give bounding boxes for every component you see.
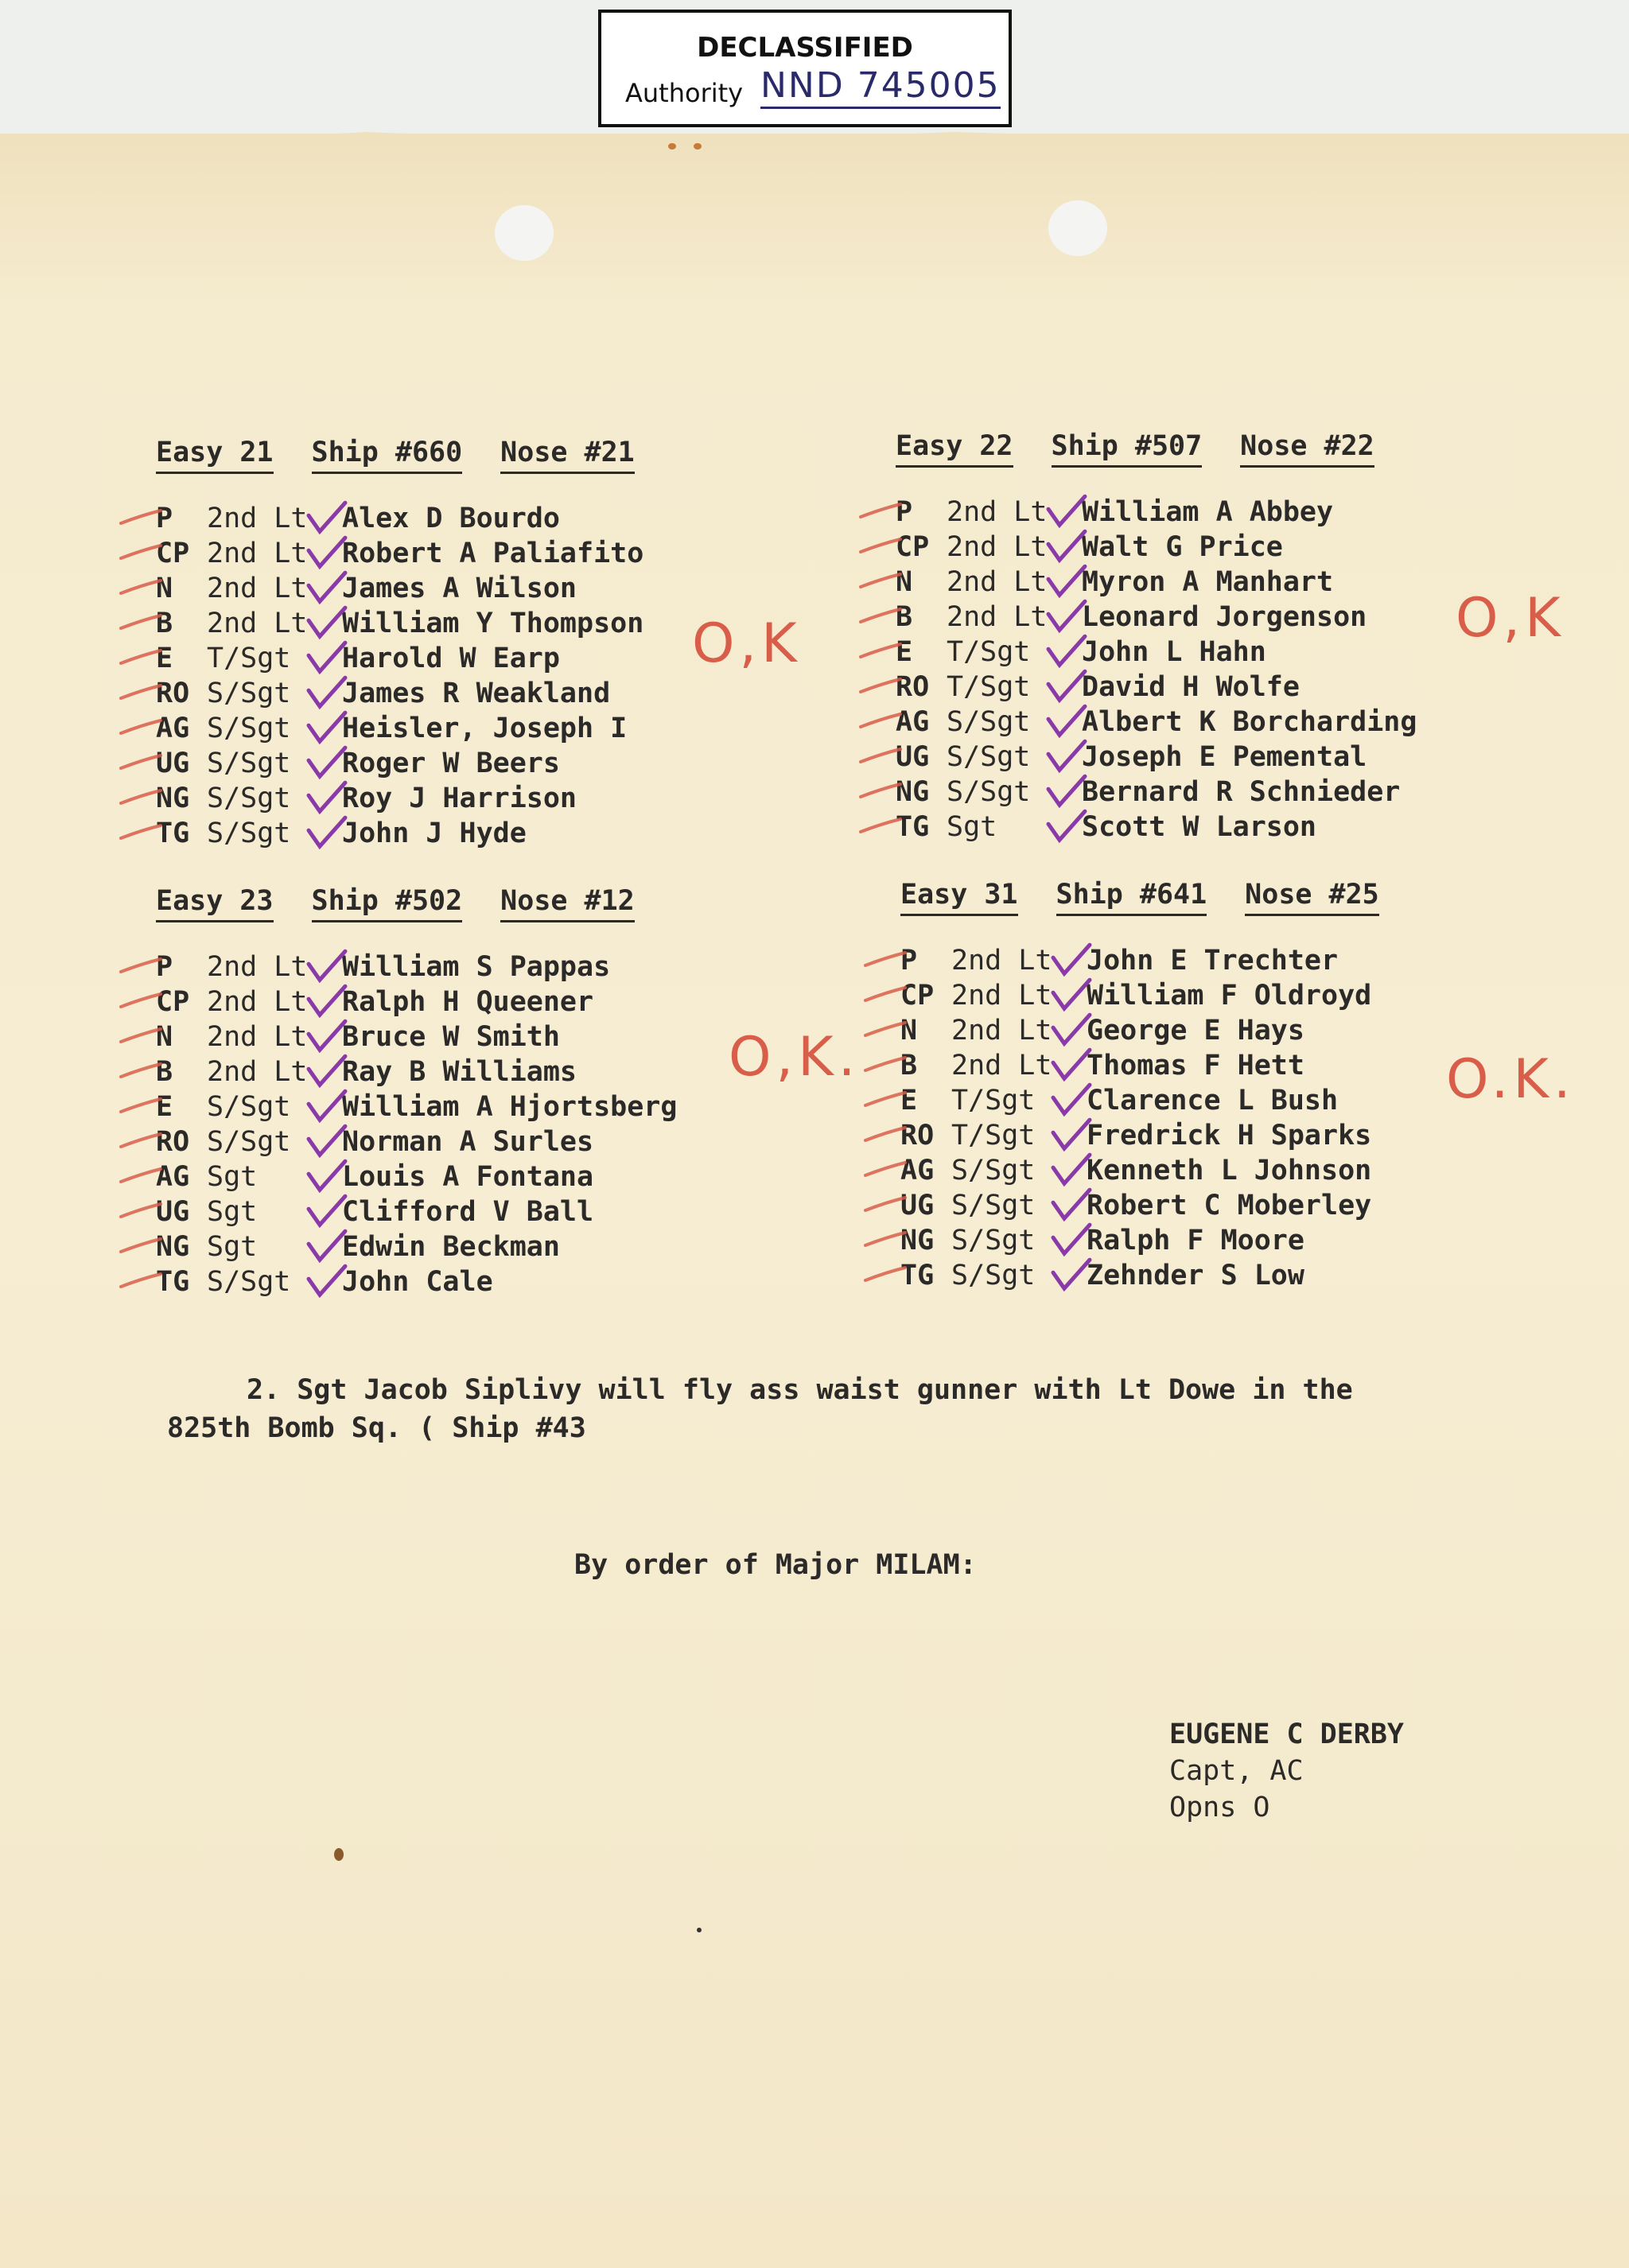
crew-position: N	[900, 1015, 918, 1047]
crew-name: Louis A Fontana	[342, 1161, 594, 1193]
crew-row	[900, 978, 1379, 1013]
order-line: By order of Major MILAM:	[574, 1549, 977, 1581]
crew-name: John L Hahn	[1082, 636, 1266, 668]
crew-name: Fredrick H Sparks	[1087, 1120, 1372, 1151]
crew-position: CP	[900, 980, 935, 1012]
crew-list	[156, 501, 643, 851]
crew-position: AG	[156, 1161, 190, 1193]
crew-rank: Sgt	[207, 1161, 258, 1193]
crew-row	[156, 1019, 677, 1054]
crew-rank: S/Sgt	[947, 741, 1031, 773]
flight-header	[900, 878, 1379, 916]
crew-name: Myron A Manhart	[1082, 566, 1334, 598]
crew-row	[896, 705, 1417, 740]
crew-rank: 2nd Lt	[207, 608, 308, 639]
flight-easy-31	[900, 878, 1379, 1293]
crew-rank: S/Sgt	[951, 1225, 1036, 1256]
flight-nose-label: Nose #21	[500, 436, 635, 474]
crew-name: Norman A Surles	[342, 1126, 594, 1158]
paper-speck	[668, 143, 676, 150]
crew-rank: S/Sgt	[207, 1266, 291, 1298]
crew-rank: Sgt	[207, 1196, 258, 1228]
crew-name: William F Oldroyd	[1087, 980, 1372, 1012]
ok-annotation-flight-2: O,K	[1456, 587, 1565, 650]
crew-name: George E Hays	[1087, 1015, 1304, 1047]
crew-name: Albert K Borcharding	[1082, 706, 1417, 738]
crew-position: TG	[900, 1260, 935, 1291]
crew-row	[900, 1223, 1379, 1258]
crew-position: E	[896, 636, 913, 668]
crew-name: William Y Thompson	[342, 608, 644, 639]
crew-row	[156, 1264, 677, 1299]
crew-row	[900, 1258, 1379, 1293]
crew-row	[900, 943, 1379, 978]
crew-position: N	[156, 573, 173, 604]
crew-name: Scott W Larson	[1082, 811, 1317, 843]
crew-position: TG	[896, 811, 930, 843]
crew-position: AG	[900, 1155, 935, 1186]
crew-name: William S Pappas	[342, 951, 611, 983]
crew-row	[900, 1153, 1379, 1188]
crew-row	[896, 495, 1417, 530]
crew-position: NG	[896, 776, 930, 808]
crew-row	[900, 1083, 1379, 1118]
signature-title: Opns O	[1169, 1792, 1270, 1823]
crew-row	[156, 536, 643, 571]
crew-position: AG	[156, 713, 190, 744]
crew-position: N	[156, 1021, 173, 1053]
crew-name: William A Hjortsberg	[342, 1091, 678, 1123]
crew-name: Joseph E Pemental	[1082, 741, 1367, 773]
crew-row	[896, 635, 1417, 670]
crew-rank: S/Sgt	[207, 678, 291, 709]
crew-name: David H Wolfe	[1082, 671, 1300, 703]
crew-row	[156, 950, 677, 984]
crew-position: P	[896, 496, 913, 528]
crew-row	[156, 1229, 677, 1264]
crew-position: P	[900, 945, 918, 977]
crew-name: Bruce W Smith	[342, 1021, 560, 1053]
ok-annotation-flight-4: O.K.	[1446, 1048, 1576, 1111]
crew-rank: 2nd Lt	[947, 566, 1048, 598]
crew-position: UG	[156, 1196, 190, 1228]
crew-row	[900, 1048, 1379, 1083]
crew-name: Heisler, Joseph I	[342, 713, 628, 744]
crew-name: William A Abbey	[1082, 496, 1334, 528]
crew-name: Roy J Harrison	[342, 783, 577, 814]
crew-name: Edwin Beckman	[342, 1231, 560, 1263]
crew-row	[900, 1188, 1379, 1223]
crew-name: Walt G Price	[1082, 531, 1283, 563]
punch-hole-right	[1048, 200, 1107, 256]
flight-header	[156, 436, 643, 474]
flight-easy-23	[156, 884, 677, 1299]
crew-row	[156, 984, 677, 1019]
paper-speck	[694, 143, 702, 150]
crew-name: Bernard R Schnieder	[1082, 776, 1401, 808]
crew-row	[156, 711, 643, 746]
crew-position: CP	[896, 531, 930, 563]
crew-position: TG	[156, 817, 190, 849]
crew-rank: 2nd Lt	[207, 986, 308, 1018]
crew-position: E	[156, 643, 173, 674]
crew-position: N	[896, 566, 913, 598]
crew-position: NG	[156, 1231, 190, 1263]
crew-rank: T/Sgt	[947, 636, 1031, 668]
stamp-authority-value: NND 745005	[760, 65, 1001, 109]
flight-nose-label: Nose #12	[500, 884, 635, 922]
torn-paper-edge	[0, 127, 1629, 146]
crew-row	[156, 501, 643, 536]
crew-rank: S/Sgt	[207, 817, 291, 849]
crew-row	[896, 740, 1417, 775]
crew-position: B	[896, 601, 913, 633]
crew-row	[156, 606, 643, 641]
crew-row	[156, 1089, 677, 1124]
ok-annotation-flight-3: O,K.	[729, 1026, 861, 1089]
signature-rank: Capt, AC	[1169, 1755, 1304, 1787]
crew-position: E	[156, 1091, 173, 1123]
crew-name: Ralph H Queener	[342, 986, 594, 1018]
flight-nose-label: Nose #25	[1245, 878, 1379, 916]
crew-name: Thomas F Hett	[1087, 1050, 1304, 1082]
crew-row	[900, 1013, 1379, 1048]
crew-position: UG	[900, 1190, 935, 1221]
crew-list	[900, 943, 1379, 1293]
crew-position: RO	[900, 1120, 935, 1151]
flight-ship-label: Ship #641	[1056, 878, 1207, 916]
crew-rank: S/Sgt	[947, 776, 1031, 808]
crew-row	[896, 530, 1417, 565]
crew-rank: S/Sgt	[207, 748, 291, 779]
crew-rank: 2nd Lt	[207, 951, 308, 983]
crew-rank: 2nd Lt	[947, 531, 1048, 563]
crew-row	[156, 746, 643, 781]
crew-rank: 2nd Lt	[951, 945, 1052, 977]
crew-position: B	[900, 1050, 918, 1082]
paper-speck	[697, 1928, 702, 1932]
crew-rank: T/Sgt	[947, 671, 1031, 703]
crew-rank: S/Sgt	[207, 1091, 291, 1123]
crew-name: Alex D Bourdo	[342, 503, 560, 534]
crew-rank: S/Sgt	[207, 1126, 291, 1158]
crew-position: NG	[900, 1225, 935, 1256]
paper-speck	[334, 1848, 344, 1861]
flight-ship-label: Ship #660	[312, 436, 463, 474]
flight-easy-label: Easy 23	[156, 884, 274, 922]
crew-rank: 2nd Lt	[207, 538, 308, 569]
stamp-title: DECLASSIFIED	[697, 32, 913, 64]
crew-rank: 2nd Lt	[947, 496, 1048, 528]
paragraph-text: Sgt Jacob Siplivy will fly ass waist gunner with Lt Dowe in the 825th Bomb Sq. ( Ship #43	[167, 1374, 1353, 1444]
crew-position: RO	[156, 1126, 190, 1158]
crew-row	[156, 781, 643, 816]
crew-name: Leonard Jorgenson	[1082, 601, 1367, 633]
signature-block	[1169, 1716, 1404, 1826]
crew-rank: T/Sgt	[207, 643, 291, 674]
stamp-authority-label: Authority	[625, 78, 744, 108]
crew-name: Roger W Beers	[342, 748, 560, 779]
crew-position: AG	[896, 706, 930, 738]
crew-rank: S/Sgt	[207, 783, 291, 814]
crew-row	[900, 1118, 1379, 1153]
crew-name: John Cale	[342, 1266, 493, 1298]
crew-position: B	[156, 608, 173, 639]
crew-position: B	[156, 1056, 173, 1088]
crew-rank: 2nd Lt	[951, 1015, 1052, 1047]
crew-name: Clifford V Ball	[342, 1196, 594, 1228]
crew-rank: Sgt	[947, 811, 997, 843]
crew-rank: S/Sgt	[207, 713, 291, 744]
crew-row	[156, 1194, 677, 1229]
crew-position: UG	[156, 748, 190, 779]
crew-row	[896, 600, 1417, 635]
ok-annotation-flight-1: O,K	[692, 612, 802, 675]
crew-position: NG	[156, 783, 190, 814]
flight-ship-label: Ship #507	[1052, 429, 1203, 468]
flight-nose-label: Nose #22	[1240, 429, 1374, 468]
crew-name: Robert A Paliafito	[342, 538, 644, 569]
declassified-stamp	[598, 10, 1012, 127]
crew-name: Harold W Earp	[342, 643, 560, 674]
paragraph-number: 2.	[247, 1374, 281, 1406]
crew-row	[156, 1159, 677, 1194]
crew-position: P	[156, 503, 173, 534]
crew-name: James A Wilson	[342, 573, 577, 604]
crew-rank: S/Sgt	[951, 1190, 1036, 1221]
crew-rank: S/Sgt	[947, 706, 1031, 738]
flight-easy-label: Easy 22	[896, 429, 1013, 468]
crew-row	[896, 810, 1417, 845]
crew-name: Ralph F Moore	[1087, 1225, 1304, 1256]
crew-rank: T/Sgt	[951, 1085, 1036, 1117]
crew-position: CP	[156, 986, 190, 1018]
flight-easy-21	[156, 436, 643, 851]
crew-rank: Sgt	[207, 1231, 258, 1263]
crew-rank: 2nd Lt	[207, 1056, 308, 1088]
paragraph-2	[167, 1371, 1440, 1447]
crew-row	[156, 641, 643, 676]
flight-header	[896, 429, 1417, 468]
crew-row	[156, 816, 643, 851]
crew-position: E	[900, 1085, 918, 1117]
crew-row	[156, 1124, 677, 1159]
crew-rank: T/Sgt	[951, 1120, 1036, 1151]
crew-rank: S/Sgt	[951, 1260, 1036, 1291]
crew-name: Clarence L Bush	[1087, 1085, 1339, 1117]
crew-rank: 2nd Lt	[207, 1021, 308, 1053]
crew-name: Zehnder S Low	[1087, 1260, 1304, 1291]
crew-row	[156, 571, 643, 606]
crew-position: UG	[896, 741, 930, 773]
crew-rank: 2nd Lt	[207, 573, 308, 604]
crew-list	[896, 495, 1417, 845]
flight-easy-label: Easy 21	[156, 436, 274, 474]
flight-easy-22	[896, 429, 1417, 845]
crew-rank: 2nd Lt	[951, 1050, 1052, 1082]
punch-hole-left	[495, 205, 554, 261]
flight-header	[156, 884, 677, 922]
crew-rank: 2nd Lt	[951, 980, 1052, 1012]
crew-position: RO	[156, 678, 190, 709]
crew-name: John J Hyde	[342, 817, 527, 849]
crew-row	[896, 670, 1417, 705]
crew-rank: 2nd Lt	[207, 503, 308, 534]
crew-row	[896, 565, 1417, 600]
crew-row	[156, 1054, 677, 1089]
crew-name: John E Trechter	[1087, 945, 1339, 977]
crew-name: Robert C Moberley	[1087, 1190, 1372, 1221]
crew-name: Ray B Williams	[342, 1056, 577, 1088]
crew-list	[156, 950, 677, 1299]
crew-rank: 2nd Lt	[947, 601, 1048, 633]
crew-position: CP	[156, 538, 190, 569]
crew-name: James R Weakland	[342, 678, 611, 709]
flight-ship-label: Ship #502	[312, 884, 463, 922]
crew-position: RO	[896, 671, 930, 703]
flight-easy-label: Easy 31	[900, 878, 1018, 916]
crew-name: Kenneth L Johnson	[1087, 1155, 1372, 1186]
crew-position: P	[156, 951, 173, 983]
crew-rank: S/Sgt	[951, 1155, 1036, 1186]
crew-position: TG	[156, 1266, 190, 1298]
crew-row	[896, 775, 1417, 810]
crew-row	[156, 676, 643, 711]
signature-name: EUGENE C DERBY	[1169, 1718, 1405, 1750]
